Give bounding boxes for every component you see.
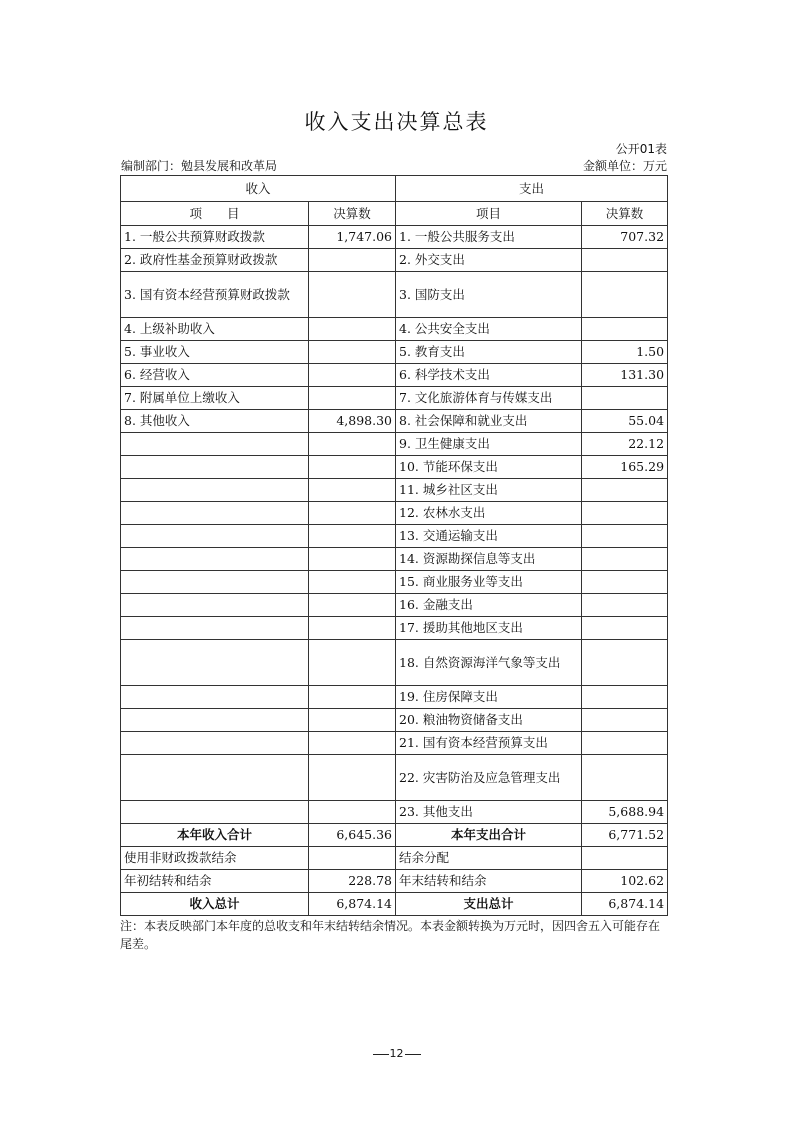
expense-amount: 131.30 [582, 364, 668, 387]
income-item [121, 548, 309, 571]
expense-amount: 1.50 [582, 341, 668, 364]
summary-income-amount: 228.78 [309, 870, 396, 893]
income-amount [309, 341, 396, 364]
form-number: 公开01表 [615, 142, 667, 156]
table-row [121, 617, 668, 640]
expense-item: 21. 国有资本经营预算支出 [396, 732, 582, 755]
income-amount [309, 709, 396, 732]
expense-item: 10. 节能环保支出 [396, 456, 582, 479]
summary-income-item: 年初结转和结余 [121, 870, 309, 893]
expense-item: 2. 外交支出 [396, 249, 582, 272]
table-row [121, 364, 668, 387]
income-item [121, 594, 309, 617]
summary-expense-amount: 102.62 [582, 870, 668, 893]
expense-amount [582, 571, 668, 594]
expense-item: 3. 国防支出 [396, 272, 582, 318]
table-row [121, 410, 668, 433]
expense-item: 6. 科学技术支出 [396, 364, 582, 387]
table-row [121, 801, 668, 824]
expense-item: 13. 交通运输支出 [396, 525, 582, 548]
expense-item: 15. 商业服务业等支出 [396, 571, 582, 594]
income-expense-table [120, 175, 668, 916]
header-row-columns [121, 202, 668, 226]
expense-item: 11. 城乡社区支出 [396, 479, 582, 502]
expense-amount: 707.32 [582, 226, 668, 249]
summary-expense-amount: 6,874.14 [582, 893, 668, 916]
income-item [121, 617, 309, 640]
income-amount [309, 387, 396, 410]
expense-amount [582, 686, 668, 709]
expense-amount [582, 525, 668, 548]
income-item [121, 456, 309, 479]
expense-amount [582, 387, 668, 410]
income-header: 收入 [121, 176, 396, 202]
summary-expense-amount: 6,771.52 [582, 824, 668, 847]
expense-item: 4. 公共安全支出 [396, 318, 582, 341]
income-item [121, 709, 309, 732]
table-row [121, 571, 668, 594]
income-amount [309, 755, 396, 801]
income-amount: 1,747.06 [309, 226, 396, 249]
income-item: 1. 一般公共预算财政拨款 [121, 226, 309, 249]
expense-item: 20. 粮油物资储备支出 [396, 709, 582, 732]
income-item-header: 项 目 [121, 202, 309, 226]
income-amount [309, 640, 396, 686]
table-row [121, 502, 668, 525]
dash-right [405, 1054, 421, 1055]
page-title: 收入支出决算总表 [304, 110, 489, 134]
expense-item: 1. 一般公共服务支出 [396, 226, 582, 249]
income-amount [309, 456, 396, 479]
expense-item: 14. 资源勘探信息等支出 [396, 548, 582, 571]
expense-amount [582, 318, 668, 341]
summary-income-item: 本年收入合计 [121, 824, 309, 847]
income-item: 2. 政府性基金预算财政拨款 [121, 249, 309, 272]
expense-amount [582, 548, 668, 571]
table-row [121, 640, 668, 686]
summary-expense-amount [582, 847, 668, 870]
expense-item: 5. 教育支出 [396, 341, 582, 364]
expense-amount [582, 502, 668, 525]
expense-amount [582, 709, 668, 732]
expense-item: 18. 自然资源海洋气象等支出 [396, 640, 582, 686]
income-amount [309, 548, 396, 571]
expense-amount: 22.12 [582, 433, 668, 456]
income-amount [309, 272, 396, 318]
table-row [121, 479, 668, 502]
summary-income-amount [309, 847, 396, 870]
expense-amount: 5,688.94 [582, 801, 668, 824]
income-amount [309, 502, 396, 525]
expense-amount [582, 640, 668, 686]
income-amount [309, 364, 396, 387]
expense-item: 23. 其他支出 [396, 801, 582, 824]
summary-income-item: 使用非财政拨款结余 [121, 847, 309, 870]
summary-expense-item: 支出总计 [396, 893, 582, 916]
income-item [121, 433, 309, 456]
table-row [121, 709, 668, 732]
expense-item: 9. 卫生健康支出 [396, 433, 582, 456]
table-row [121, 249, 668, 272]
expense-amount [582, 272, 668, 318]
income-amount [309, 686, 396, 709]
table-row [121, 548, 668, 571]
summary-row [121, 847, 668, 870]
income-item [121, 571, 309, 594]
expense-amount [582, 755, 668, 801]
table-row [121, 387, 668, 410]
expense-amount: 55.04 [582, 410, 668, 433]
summary-income-amount: 6,645.36 [309, 824, 396, 847]
income-amount [309, 571, 396, 594]
table-row [121, 318, 668, 341]
department-label: 编制部门：勉县发展和改革局 [121, 159, 278, 173]
expense-item-header: 项目 [396, 202, 582, 226]
income-item [121, 525, 309, 548]
dash-left [373, 1054, 389, 1055]
header-row-group [121, 176, 668, 202]
income-amount-header: 决算数 [309, 202, 396, 226]
summary-row [121, 824, 668, 847]
expense-amount [582, 249, 668, 272]
income-amount [309, 479, 396, 502]
income-amount [309, 732, 396, 755]
expense-item: 17. 援助其他地区支出 [396, 617, 582, 640]
income-item [121, 479, 309, 502]
table-row [121, 226, 668, 249]
page-number-text: 12 [389, 1047, 404, 1060]
expense-amount [582, 594, 668, 617]
income-amount [309, 801, 396, 824]
page-number [0, 1047, 793, 1060]
expense-item: 8. 社会保障和就业支出 [396, 410, 582, 433]
income-item [121, 640, 309, 686]
income-item: 4. 上级补助收入 [121, 318, 309, 341]
summary-row [121, 893, 668, 916]
footnote: 注：本表反映部门本年度的总收支和年末结转结余情况。本表金额转换为万元时，因四舍五入可能存在尾差。 [120, 919, 661, 951]
table-row [121, 686, 668, 709]
income-item [121, 801, 309, 824]
expense-item: 19. 住房保障支出 [396, 686, 582, 709]
expense-item: 7. 文化旅游体育与传媒支出 [396, 387, 582, 410]
summary-income-item: 收入总计 [121, 893, 309, 916]
income-amount [309, 617, 396, 640]
table-row [121, 456, 668, 479]
expense-item: 22. 灾害防治及应急管理支出 [396, 755, 582, 801]
summary-income-amount: 6,874.14 [309, 893, 396, 916]
expense-item: 16. 金融支出 [396, 594, 582, 617]
table-row [121, 341, 668, 364]
table-row [121, 525, 668, 548]
table-row [121, 594, 668, 617]
table-row [121, 732, 668, 755]
summary-expense-item: 结余分配 [396, 847, 582, 870]
summary-expense-item: 本年支出合计 [396, 824, 582, 847]
income-amount [309, 525, 396, 548]
expense-header: 支出 [396, 176, 668, 202]
income-item [121, 755, 309, 801]
expense-amount [582, 479, 668, 502]
unit-label: 金额单位：万元 [582, 159, 667, 173]
expense-amount-header: 决算数 [582, 202, 668, 226]
income-item [121, 686, 309, 709]
income-item: 8. 其他收入 [121, 410, 309, 433]
expense-amount [582, 617, 668, 640]
income-amount [309, 594, 396, 617]
expense-amount: 165.29 [582, 456, 668, 479]
income-item: 7. 附属单位上缴收入 [121, 387, 309, 410]
expense-item: 12. 农林水支出 [396, 502, 582, 525]
table-row [121, 433, 668, 456]
table-row [121, 272, 668, 318]
income-amount [309, 318, 396, 341]
income-item: 3. 国有资本经营预算财政拨款 [121, 272, 309, 318]
table-row [121, 755, 668, 801]
summary-row [121, 870, 668, 893]
expense-amount [582, 732, 668, 755]
income-item [121, 502, 309, 525]
summary-expense-item: 年末结转和结余 [396, 870, 582, 893]
income-amount: 4,898.30 [309, 410, 396, 433]
income-item: 6. 经营收入 [121, 364, 309, 387]
income-item [121, 732, 309, 755]
income-amount [309, 249, 396, 272]
income-amount [309, 433, 396, 456]
income-item: 5. 事业收入 [121, 341, 309, 364]
